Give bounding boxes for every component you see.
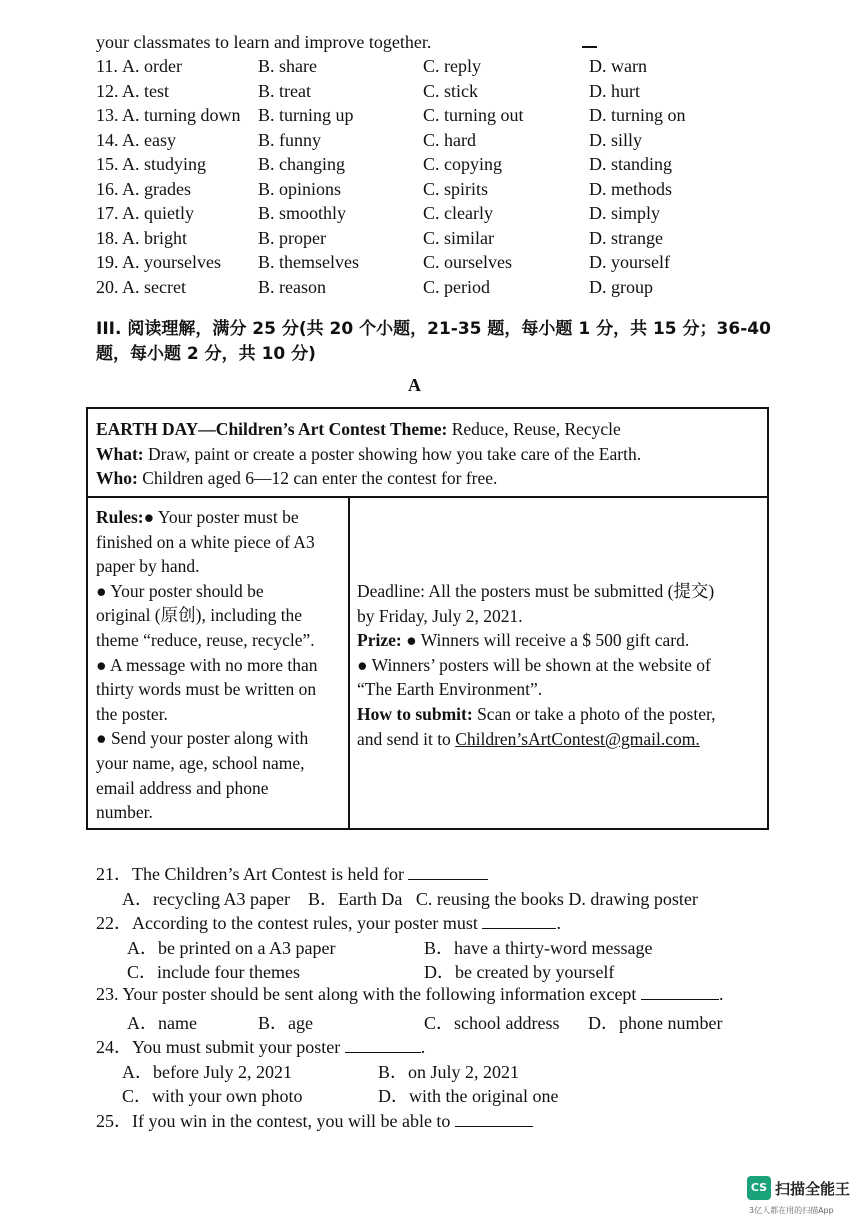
option-a[interactable]: A. secret [122,276,186,297]
option-a[interactable]: A. order [122,56,182,76]
q23-option-c: C．school address [424,1013,560,1033]
question-number: 12. [96,80,119,101]
answer-blank[interactable] [408,863,488,880]
intro-line: your classmates to learn and improve together. [96,32,432,52]
q22-option-b: B．have a thirty-word message [424,938,653,958]
option-a[interactable]: A. grades [122,178,191,199]
option-b[interactable]: B. turning up [258,105,354,125]
cloze-question-row [96,81,776,105]
q24-option-c: C．with your own photo [122,1086,303,1106]
deadline-date: by Friday, July 2, 2021. [357,605,523,626]
option-b[interactable]: B. changing [258,154,345,174]
winners-line: ● Winners’ posters will be shown at the website of [357,654,711,675]
option-b[interactable]: B. treat [258,80,311,101]
q21-options: A．recycling A3 paper B．Earth Da C. reusing the books D. drawing poster [122,889,698,909]
option-d[interactable]: D. warn [589,56,647,76]
q23-option-b: B．age [258,1013,313,1033]
option-b[interactable]: B. proper [258,227,326,248]
scanner-logo-icon: CS [747,1176,771,1200]
scanner-app-name: 扫描全能王 [775,1180,851,1198]
details-column [357,579,715,751]
rules-line: email address and phone [96,777,269,798]
option-d[interactable]: D. simply [589,203,661,223]
option-c[interactable]: C. ourselves [423,252,512,272]
rules-line: ● Your poster must be [143,507,299,527]
question-number: 16. [96,178,119,199]
option-a[interactable]: A. easy [122,129,176,150]
contest-title: EARTH DAY—Children’s Art Contest Theme: [96,419,448,439]
q22-option-a: A．be printed on a A3 paper [127,938,336,958]
option-b[interactable]: B. themselves [258,252,359,272]
q21-stem: 21．The Children’s Art Contest is held for [96,860,488,886]
q24-option-d: D．with the original one [378,1086,559,1106]
cloze-question-row [96,105,776,129]
option-c[interactable]: C. period [423,276,490,297]
q23-option-a: A．name [127,1013,197,1033]
deadline-line: Deadline: All the posters must be submitted (提交) [357,581,715,601]
rules-line: finished on a white piece of A3 [96,531,315,552]
contest-header [96,417,641,491]
cloze-question-row [96,203,776,227]
rules-line: theme “reduce, reuse, recycle”. [96,629,315,650]
option-a[interactable]: A. studying [122,154,207,174]
option-c[interactable]: C. stick [423,80,479,101]
contest-theme: Reduce, Reuse, Recycle [447,419,621,439]
what-text: Draw, paint or create a poster showing how you take care of the Earth. [143,443,642,464]
option-d[interactable]: D. silly [589,129,643,150]
top-dash [582,46,597,48]
passage-label: A [408,375,421,395]
contest-box [86,407,769,830]
q23-stem: 23. Your poster should be sent along with the following information except . [96,984,724,1004]
rules-line: thirty words must be written on [96,679,317,700]
option-d[interactable]: D. strange [589,227,663,248]
option-d[interactable]: D. hurt [589,80,640,101]
section-heading-line1: III. 阅读理解，满分 25 分(共 20 个小题，21-35 题，每小题 1 分，共 15 分；36-40 [96,319,771,339]
section-heading-line2: 题，每小题 2 分，共 10 分) [96,344,316,364]
what-label: What: [96,443,144,464]
q23-option-d: D．phone number [588,1013,723,1033]
answer-blank[interactable] [455,1110,533,1127]
question-number: 15. [96,154,119,174]
scanner-tagline: 3亿人都在用的扫描App [749,1206,834,1215]
cloze-question-row [96,277,776,301]
who-text: Children aged 6—12 can enter the contest for free. [137,468,498,489]
option-a[interactable]: A. turning down [122,105,241,125]
winners-site: “The Earth Environment”. [357,679,543,700]
q24-stem: 24．You must submit your poster . [96,1037,426,1057]
question-number: 19. [96,252,119,272]
box-divider-vertical [348,496,350,828]
answer-blank[interactable] [345,1036,421,1053]
question-number: 18. [96,227,119,248]
cloze-question-row [96,130,776,154]
q24-option-a: A．before July 2, 2021 [122,1062,292,1082]
prize-label: Prize: [357,630,402,651]
rules-line: ● Send your poster along with [96,728,309,749]
rules-line: ● A message with no more than [96,654,318,675]
option-d[interactable]: D. turning on [589,105,686,125]
rules-column [96,505,318,825]
option-c[interactable]: C. hard [423,129,476,150]
option-a[interactable]: A. bright [122,227,187,248]
option-a[interactable]: A. test [122,80,169,101]
option-c[interactable]: C. turning out [423,105,524,125]
option-a[interactable]: A. quietly [122,203,194,223]
answer-blank[interactable] [482,912,556,929]
cloze-question-row [96,179,776,203]
q22-stem: 22．According to the contest rules, your poster must . [96,913,561,933]
rules-line: number. [96,802,153,823]
rules-line: your name, age, school name, [96,752,305,773]
question-number: 20. [96,276,119,297]
option-c[interactable]: C. similar [423,227,494,248]
option-b[interactable]: B. funny [258,129,321,150]
option-c[interactable]: C. copying [423,154,502,174]
submit-prefix: and send it to [357,728,456,749]
question-number: 13. [96,105,119,125]
q22-option-c: C．include four themes [127,962,300,982]
q25-stem: 25．If you win in the contest, you will be able to [96,1107,533,1133]
option-c[interactable]: C. spirits [423,178,489,199]
option-c[interactable]: C. clearly [423,203,493,223]
option-d[interactable]: D. yourself [589,252,670,272]
q24-option-b: B．on July 2, 2021 [378,1062,520,1082]
who-label: Who: [96,468,138,489]
cloze-question-row [96,154,776,178]
option-d[interactable]: D. methods [589,178,672,199]
option-b[interactable]: B. smoothly [258,203,347,223]
submit-text: Scan or take a photo of the poster, [472,703,716,724]
option-a[interactable]: A. yourselves [122,252,221,272]
prize-text: ● Winners will receive a $ 500 gift card. [401,630,690,651]
rules-line: the poster. [96,703,168,724]
rules-line: ● Your poster should be [96,580,264,601]
option-d[interactable]: D. group [589,276,653,297]
contest-email-link[interactable]: Children’sArtContest@gmail.com. [455,728,700,749]
rules-label: Rules: [96,507,144,527]
cloze-question-row [96,56,776,80]
submit-label: How to submit: [357,703,473,724]
question-number: 11. [96,56,118,76]
question-number: 14. [96,129,119,150]
rules-line: original (原创), including the [96,605,303,626]
answer-blank[interactable] [641,983,719,1000]
cloze-question-row [96,252,776,276]
cloze-question-row [96,228,776,252]
rules-line: paper by hand. [96,556,200,577]
q22-option-d: D．be created by yourself [424,962,615,982]
option-c[interactable]: C. reply [423,56,481,76]
question-number: 17. [96,203,119,223]
option-b[interactable]: B. opinions [258,178,342,199]
box-divider-horizontal [88,496,767,498]
option-b[interactable]: B. reason [258,276,326,297]
option-b[interactable]: B. share [258,56,317,76]
option-d[interactable]: D. standing [589,154,672,174]
